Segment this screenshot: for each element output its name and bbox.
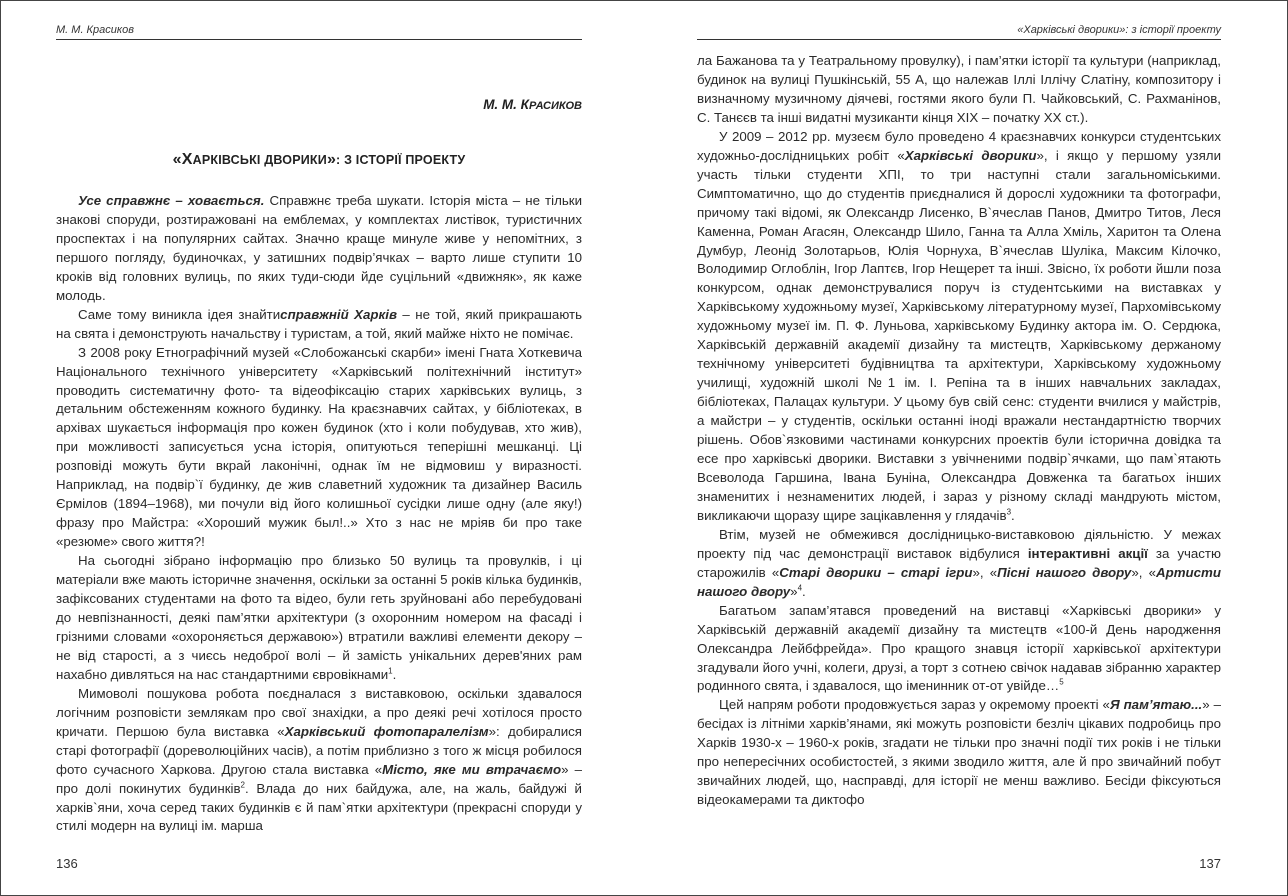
paragraph-text: », « — [972, 564, 998, 580]
event-title: Пісні нашого двору — [997, 564, 1132, 580]
emphasis: справжній Харків — [280, 306, 397, 322]
paragraph-text: На сьогодні зібрано інформацію про близько 50 вулиць та провулків, і ці матеріали вже мають історичне значення, оскільки за останні 5 років кілька будинків, зафіксованих студентами на фото та відео, були геть зруйновані або перебудовані до невпізнанності, деякі пам’ятки архітектури (з охоронним номером на фасаді і грізними словами «охороняється державою») втратили важливі елементи декору – не від старості, а з чиєсь недоброї волі – й замість унікальних дерев'яних рам нахабно дивляться на нас стандартними євровікнами — [56, 553, 582, 682]
paragraph — [56, 306, 582, 344]
running-head-right: «Харківські дворики»: з історії проекту — [697, 24, 1221, 40]
paragraph — [56, 192, 582, 306]
title-first-letter: Х — [181, 151, 193, 168]
paragraph-text: Саме тому виникла ідея знайти — [78, 306, 281, 322]
paragraph-text: – не той, який прикрашають на свята і демонструють начальству і туристам, а той, який майже ніхто не помічає. — [56, 306, 583, 341]
footnote-ref[interactable]: 3 — [1006, 507, 1012, 517]
paragraph-text: », і якщо у першому узяли участь тільки студенти ХПІ, то три наступні стали загальноміськими. Симптоматично, що до студентів приєдналися й дорослі художники та фотографи, причому такі відомі, як Олександр Лисенко, В`ячеслав Панов, Дмитро Титов, Леся Каменна, Роман Агасян, Олександр Шило, Ганна та Алла Хміль, Харитон та Олена Думбур, Леонід Золотарьов, Юлія Чорнуха, В`ячеслав Шуліка, Максим Кілочко, Володимир Оглоблін, Ігор Лаптєв, Ігор Нещерет та інші. Звісно, їх роботи йшли поза конкурсом, однак демонструвалися поруч із студентськими на виставках у Харківському художньому музеї, Харківському літературному музеї, Пархомівському художньому музеї ім. П. Ф. Луньова, харківському Будинку актора ім. О. Сердюка, Харківській державній академії дизайну та мистецтв, Харківському держаному технічному університеті будівництва та архітектури, Харківському художньому училищі, художній школі №1 ім. І. Репіна та в інших навчальних закладах, бібліотеках, Палацах культури. У цьому був свій сенс: студенти вчилися у майстрів, а майстри – у студентів, оскільки останні іноді вражали нестандартністю творчих рішень. Обов`язковими частинами конкурсних проектів були історична довідка та есе про харківські дворики. Виставки з увічненими подвір`ячками, що пам`ятають Всеволода Гаршина, Івана Буніна, Олександра Довженка та багатьох інших знаменитих і незнаменитих людей, і зараз у різному складі мандрують містом, викликаючи щоразу щире зацікавлення у глядачів — [697, 147, 1221, 523]
left-body-text — [56, 192, 582, 836]
right-page — [697, 0, 1221, 896]
paragraph-text: . — [1011, 507, 1015, 523]
paragraph — [56, 685, 582, 837]
paragraph-text: » — [790, 583, 798, 599]
footnote-ref[interactable]: 1 — [388, 666, 393, 676]
paragraph-text: . Влада до них байдужа, але, на жаль, байдужі й харків`яни, хоча серед таких будинків є й пам`ятки архітектури (прекрасні споруди у стилі модерн на вулиці ім. марша — [56, 780, 582, 834]
author-initials: М. М. К — [483, 97, 529, 112]
paragraph — [697, 602, 1221, 697]
exhibition-title: Місто, яке ми втрачаємо — [382, 761, 562, 777]
paragraph-text: . — [802, 583, 806, 599]
paragraph-text: Втім, музей не обмежився дослідницько-виставковою діяльністю. У межах проекту під час демонстрації виставок відбулися — [697, 526, 1221, 561]
paragraph — [697, 696, 1221, 810]
event-title: Старі дворики – старі ігри — [779, 564, 973, 580]
footnote-ref[interactable]: 4 — [797, 583, 803, 593]
lead-phrase: Усе справжнє – ховається. — [78, 193, 265, 208]
paragraph — [56, 552, 582, 685]
page-number-left: 136 — [56, 856, 78, 871]
right-body-text — [697, 52, 1221, 810]
footnote-ref[interactable]: 5 — [1059, 678, 1064, 688]
article-author — [483, 97, 582, 112]
left-page — [56, 0, 582, 896]
emphasis: інтерактивні акції — [1027, 545, 1148, 561]
paragraph-text: Цей напрям роботи продовжується зараз у окремому проекті « — [719, 697, 1110, 713]
author-surname-smallcaps: РАСИКОВ — [528, 100, 582, 112]
paragraph-text: », « — [1131, 564, 1156, 580]
running-head-left: М. М. Красиков — [56, 24, 582, 40]
paragraph-text: » – про долі покинутих будинків — [56, 761, 582, 796]
event-title: Артисти нашого двору — [697, 564, 1221, 599]
paragraph-text: У 2009 – 2012 рр. музеєм було проведено 4 краєзнавчих конкурси студентських художньо-дослідницьких робіт « — [697, 128, 1221, 163]
article-title — [56, 151, 582, 169]
paragraph-text: »: добиралися старі фотографії (дореволюційних часів), а потім приблизно з того ж місця робилося фото сучасного Харкова. Другою стала виставка « — [56, 723, 582, 777]
title-open-quote: « — [172, 151, 182, 168]
paragraph: ла Бажанова та у Театральному провулку), і пам’ятки історії та культури (наприклад, будинок на вулиці Пушкінській, 55 А, що належав Іллі Іллічу Слатіну, композитору і визначному музичному діячеві, гостями якого були П. Чайковський, С. Рахманінов, С. Танєєв та інші видатні музиканти кінця XIX – початку XX ст.). — [697, 53, 1221, 125]
contest-title: Харківські дворики — [904, 147, 1037, 163]
project-title: Я пам’ятаю... — [1109, 697, 1203, 713]
title-subtitle: : З ІСТОРІЇ ПРОЕКТУ — [336, 153, 466, 167]
paragraph — [697, 128, 1221, 526]
page-number-right: 137 — [1199, 856, 1221, 871]
exhibition-title: Харківський фотопаралелізм — [284, 723, 489, 739]
title-close-quote: » — [326, 151, 337, 168]
paragraph-text: » – бесідах із літніми харків’янами, які можуть розповісти безліч цікавих подробиць про Харків 1930-х – 1960-х років, згадати не тільки про значні події тих років і не тільки про непересічних особистостей, з якими зводило життя, але й про звичайний побут звичайних людей, що, насправді, для історії не менш важливо. Бесіди фіксуються відеокамерами та диктофо — [697, 697, 1221, 808]
footnote-ref[interactable]: 2 — [240, 780, 245, 790]
paragraph: З 2008 року Етнографічний музей «Слобожанські скарби» імені Гната Хоткевича Національного технічного університету «Харківський політехнічний інститут» проводить систематичну фото- та відеофіксацію старих харківських вулиць, з детальним обстеженням кожного будинку. На краєзнавчих сайтах, у бібліотеках, в архівах шукається інформація про кожен будинок (хто і коли побудував, хто жив), при можливості записується усна історія, опитуються теперішні мешканці. Ці розповіді можуть бути вкрай лаконічні, однак їм не відмовиш у виразності. Наприклад, на подвір`ї будинку, де жив славетний художник та дизайнер Василь Єрмілов (1894–1968), ми почули від його колишньої сусідки лише одну (але яку!) фразу про Майстра: «Хороший мужик был!..» Хто з нас не мріяв би про таке «резюме» свого життя?! — [56, 344, 582, 550]
paragraph-text: Справжнє треба шукати. Історія міста – не тільки знакові споруди, розтиражовані на емблемах, у комплектах листівок, туристичних проспектах і на популярних сайтах. Значно краще минуле живе у непомітних, з першого погляду, будиночках, у затишних подвір’ячках – варто лише ступити 10 кроків від головних вулиць, по яких туди-сюди йде суцільний «движняк», як каже молодь. — [56, 193, 582, 303]
paragraph-text: Мимоволі пошукова робота поєдналася з виставковою, оскільки здавалося логічним розповісти землякам про свої знахідки, а про деякі речі хотілося просто кричати. Першою була виставка « — [56, 685, 582, 739]
paragraph-text: Багатьом запам’ятався проведений на виставці «Харківські дворики» у Харківській державній академії дизайну та мистецтв «100-й День народження Олександра Лейбфрейда». Про кращого знавця історії харківської архітектури згадували його учні, колеги, друзі, а торт з сотнею свічок надавав зібранню характер родинного свята, і здавалося, що іменинник от-от увійде… — [697, 602, 1221, 694]
title-main: АРКІВСЬКІ ДВОРИКИ — [192, 153, 327, 167]
paragraph — [697, 526, 1221, 602]
paragraph-text: . — [392, 666, 397, 682]
paragraph-text: за участю старожилів « — [697, 545, 1221, 580]
